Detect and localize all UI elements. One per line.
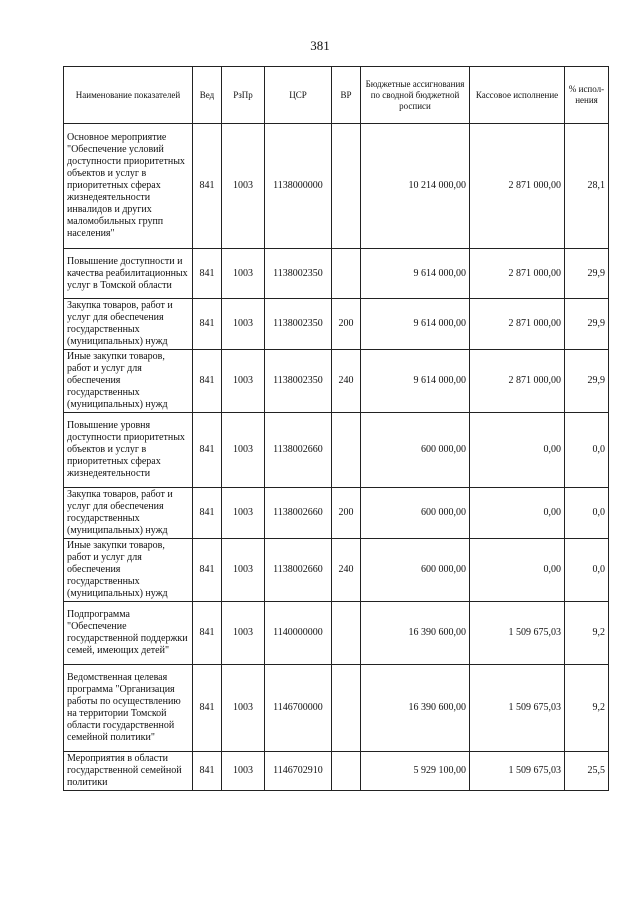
cell-cash: 1 509 675,03 [470, 752, 565, 791]
cell-ved: 841 [193, 602, 222, 665]
budget-table [63, 66, 609, 791]
cell-name: Закупка товаров, работ и услуг для обеспечения государственных (муниципальных) нужд [64, 299, 193, 350]
table-row [64, 488, 609, 539]
cell-cash: 2 871 000,00 [470, 299, 565, 350]
cell-name: Закупка товаров, работ и услуг для обеспечения государственных (муниципальных) нужд [64, 488, 193, 539]
cell-ved: 841 [193, 413, 222, 488]
cell-csr: 1140000000 [265, 602, 332, 665]
cell-name: Иные закупки товаров, работ и услуг для обеспечения государственных (муниципальных) нужд [64, 350, 193, 413]
cell-rzpr: 1003 [222, 602, 265, 665]
cell-cash: 2 871 000,00 [470, 249, 565, 299]
cell-vr [332, 665, 361, 752]
cell-csr: 1146700000 [265, 665, 332, 752]
cell-cash: 0,00 [470, 539, 565, 602]
cell-cash: 0,00 [470, 413, 565, 488]
cell-budget: 5 929 100,00 [361, 752, 470, 791]
table-row [64, 665, 609, 752]
header-vr: ВР [332, 67, 361, 124]
cell-ved: 841 [193, 124, 222, 249]
cell-ved: 841 [193, 350, 222, 413]
cell-budget: 9 614 000,00 [361, 249, 470, 299]
header-csr: ЦСР [265, 67, 332, 124]
cell-ved: 841 [193, 488, 222, 539]
cell-percent: 29,9 [565, 299, 609, 350]
cell-vr: 240 [332, 350, 361, 413]
cell-vr [332, 752, 361, 791]
cell-ved: 841 [193, 752, 222, 791]
cell-percent: 29,9 [565, 350, 609, 413]
cell-vr [332, 602, 361, 665]
cell-name: Основное мероприятие "Обеспечение условий доступности приоритетных объектов и услуг в приоритетных сферах жизнедеятельности инвалидов и других маломобильных групп населения" [64, 124, 193, 249]
header-name: Наименование показателей [64, 67, 193, 124]
cell-budget: 9 614 000,00 [361, 350, 470, 413]
cell-name: Подпрограмма "Обеспечение государственной поддержки семей, имеющих детей" [64, 602, 193, 665]
cell-csr: 1138002350 [265, 249, 332, 299]
cell-percent: 9,2 [565, 665, 609, 752]
cell-percent: 0,0 [565, 539, 609, 602]
table-header-row [64, 67, 609, 124]
cell-cash: 1 509 675,03 [470, 602, 565, 665]
cell-vr [332, 249, 361, 299]
header-budget: Бюджетные ассигнования по сводной бюджетной росписи [361, 67, 470, 124]
cell-ved: 841 [193, 299, 222, 350]
cell-csr: 1146702910 [265, 752, 332, 791]
cell-csr: 1138002350 [265, 299, 332, 350]
table-row [64, 539, 609, 602]
cell-name: Ведомственная целевая программа "Организация работы по осуществлению на территории Томской области государственной семейной политики" [64, 665, 193, 752]
cell-rzpr: 1003 [222, 350, 265, 413]
cell-rzpr: 1003 [222, 539, 265, 602]
table-row [64, 752, 609, 791]
table-row [64, 602, 609, 665]
cell-budget: 16 390 600,00 [361, 665, 470, 752]
cell-budget: 600 000,00 [361, 413, 470, 488]
cell-csr: 1138002660 [265, 539, 332, 602]
cell-ved: 841 [193, 539, 222, 602]
header-percent: % испол-нения [565, 67, 609, 124]
cell-rzpr: 1003 [222, 124, 265, 249]
cell-cash: 1 509 675,03 [470, 665, 565, 752]
table-row [64, 350, 609, 413]
cell-vr [332, 413, 361, 488]
header-cash: Кассовое исполнение [470, 67, 565, 124]
cell-name: Мероприятия в области государственной семейной политики [64, 752, 193, 791]
cell-percent: 0,0 [565, 488, 609, 539]
cell-percent: 28,1 [565, 124, 609, 249]
cell-csr: 1138002350 [265, 350, 332, 413]
cell-cash: 2 871 000,00 [470, 124, 565, 249]
cell-vr: 200 [332, 488, 361, 539]
header-ved: Вед [193, 67, 222, 124]
cell-rzpr: 1003 [222, 413, 265, 488]
cell-csr: 1138002660 [265, 488, 332, 539]
cell-cash: 0,00 [470, 488, 565, 539]
table-row [64, 299, 609, 350]
table-row [64, 124, 609, 249]
cell-rzpr: 1003 [222, 488, 265, 539]
cell-cash: 2 871 000,00 [470, 350, 565, 413]
page-number: 381 [310, 38, 330, 53]
cell-percent: 9,2 [565, 602, 609, 665]
cell-name: Иные закупки товаров, работ и услуг для обеспечения государственных (муниципальных) нужд [64, 539, 193, 602]
cell-percent: 29,9 [565, 249, 609, 299]
cell-name: Повышение уровня доступности приоритетных объектов и услуг в приоритетных сферах жизнедеятельности [64, 413, 193, 488]
cell-vr: 240 [332, 539, 361, 602]
cell-rzpr: 1003 [222, 665, 265, 752]
cell-ved: 841 [193, 249, 222, 299]
cell-ved: 841 [193, 665, 222, 752]
table-row [64, 413, 609, 488]
table-row [64, 249, 609, 299]
cell-budget: 600 000,00 [361, 488, 470, 539]
cell-budget: 600 000,00 [361, 539, 470, 602]
cell-rzpr: 1003 [222, 249, 265, 299]
cell-vr: 200 [332, 299, 361, 350]
cell-budget: 10 214 000,00 [361, 124, 470, 249]
cell-vr [332, 124, 361, 249]
cell-rzpr: 1003 [222, 299, 265, 350]
cell-name: Повышение доступности и качества реабилитационных услуг в Томской области [64, 249, 193, 299]
cell-percent: 25,5 [565, 752, 609, 791]
header-rzpr: РзПр [222, 67, 265, 124]
cell-rzpr: 1003 [222, 752, 265, 791]
cell-csr: 1138002660 [265, 413, 332, 488]
cell-budget: 9 614 000,00 [361, 299, 470, 350]
cell-budget: 16 390 600,00 [361, 602, 470, 665]
cell-csr: 1138000000 [265, 124, 332, 249]
cell-percent: 0,0 [565, 413, 609, 488]
